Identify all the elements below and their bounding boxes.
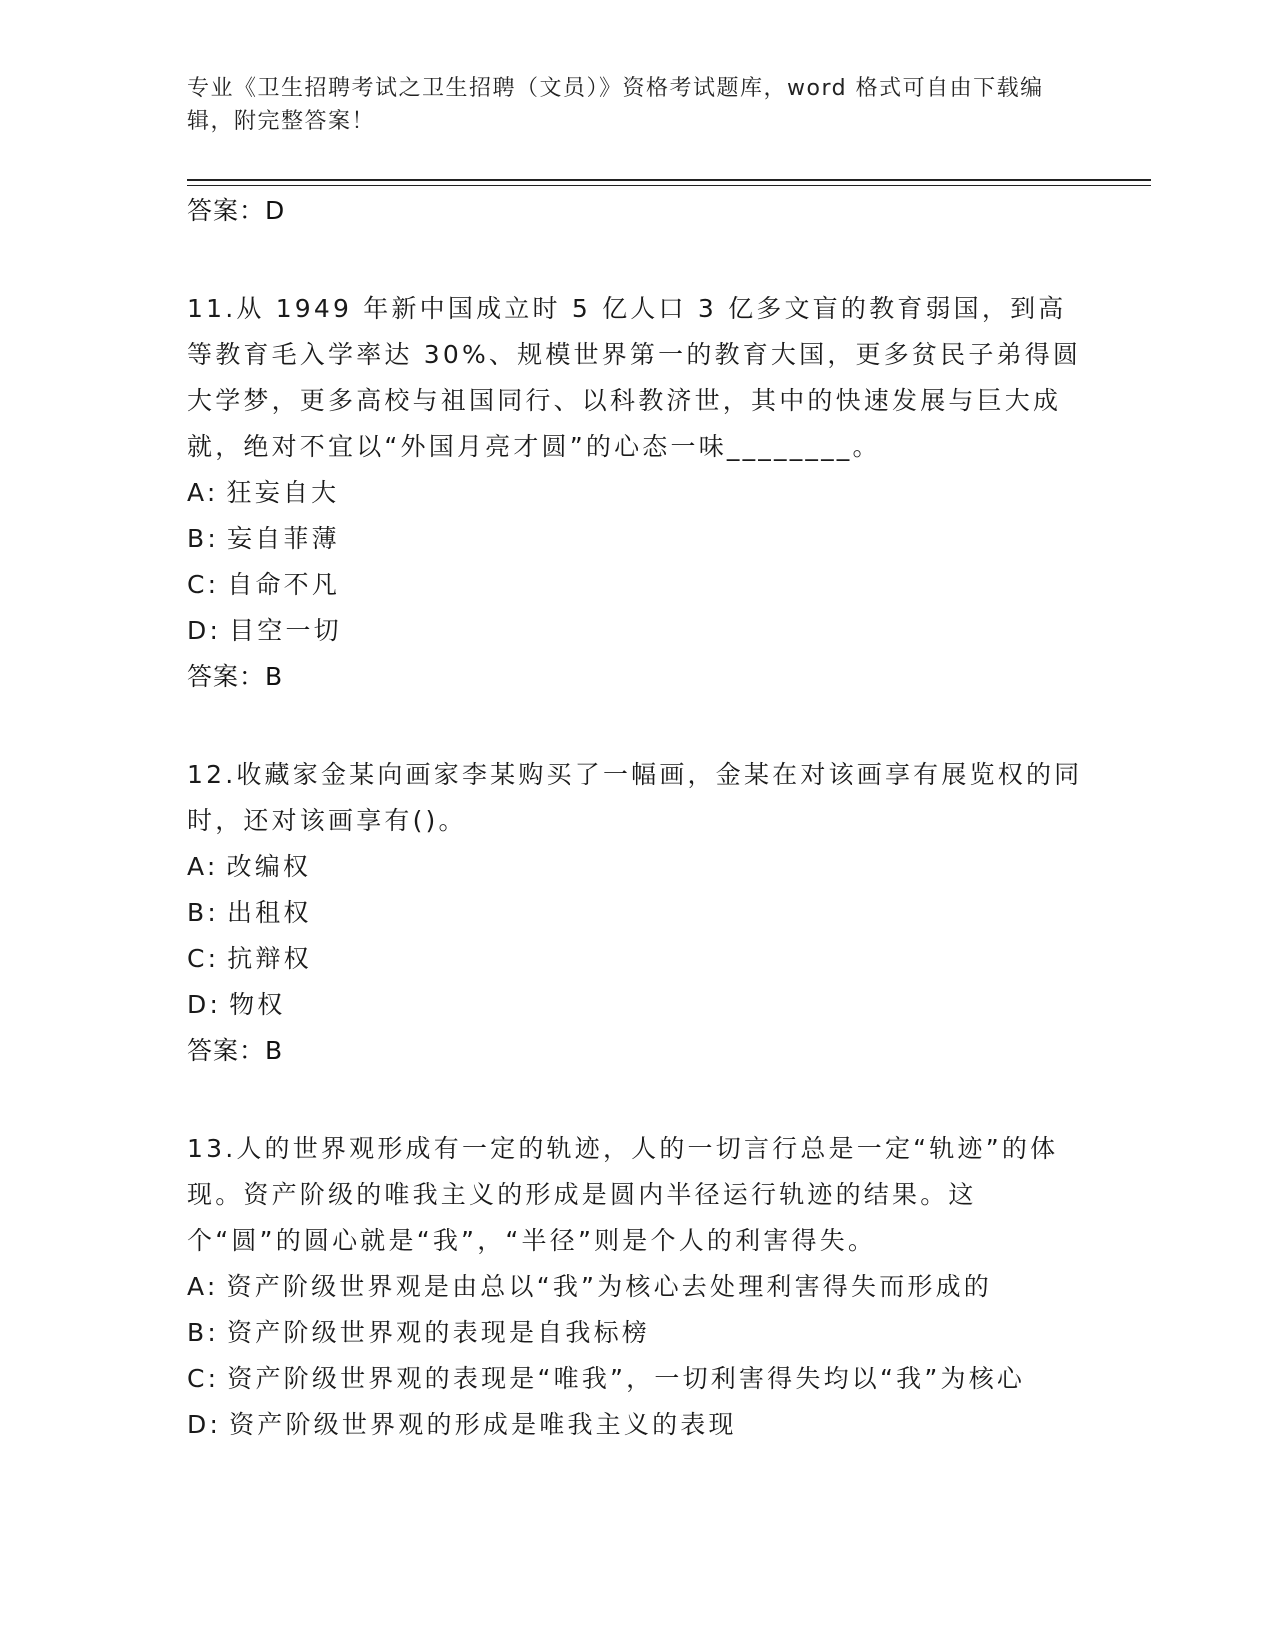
option-b: B: 资产阶级世界观的表现是自我标榜	[187, 1318, 650, 1347]
question-12	[187, 752, 1087, 1074]
option-d: D: 目空一切	[187, 616, 342, 645]
option-a: A: 改编权	[187, 852, 312, 881]
question-stem: 11.从 1949 年新中国成立时 5 亿人口 3 亿多文盲的教育弱国，到高等教育毛入学率达 30%、规模世界第一的教育大国，更多贫民子弟得圆大学梦，更多高校与祖国同行、以科教济世，其中的快速发展与巨大成就，绝对不宜以“外国月亮才圆”的心态一味________。	[187, 294, 1082, 461]
previous-answer: 答案：D	[187, 196, 286, 225]
question-stem: 12.收藏家金某向画家李某购买了一幅画，金某在对该画享有展览权的同时，还对该画享有()。	[187, 760, 1083, 835]
question-13	[187, 1126, 1087, 1448]
header-rule-thin	[187, 185, 1151, 186]
option-a: A: 资产阶级世界观是由总以“我”为核心去处理利害得失而形成的	[187, 1272, 993, 1301]
option-b: B: 妄自菲薄	[187, 524, 340, 553]
option-a: A: 狂妄自大	[187, 478, 340, 507]
option-d: D: 资产阶级世界观的形成是唯我主义的表现	[187, 1410, 737, 1439]
question-11	[187, 286, 1087, 700]
answer-line: 答案：B	[187, 1036, 284, 1065]
question-stem: 13.人的世界观形成有一定的轨迹，人的一切言行总是一定“轨迹”的体现。资产阶级的唯我主义的形成是圆内半径运行轨迹的结果。这个“圆”的圆心就是“我”，“半径”则是个人的利害得失。	[187, 1134, 1059, 1255]
header-rule-thick	[187, 179, 1151, 181]
option-c: C: 资产阶级世界观的表现是“唯我”，一切利害得失均以“我”为核心	[187, 1364, 1026, 1393]
answer-line: 答案：B	[187, 662, 284, 691]
option-c: C: 抗辩权	[187, 944, 312, 973]
document-body	[187, 188, 1087, 1448]
page-header: 专业《卫生招聘考试之卫生招聘（文员）》资格考试题库，word 格式可自由下载编辑，附完整答案！	[187, 76, 1044, 134]
option-c: C: 自命不凡	[187, 570, 341, 599]
option-b: B: 出租权	[187, 898, 312, 927]
option-d: D: 物权	[187, 990, 286, 1019]
